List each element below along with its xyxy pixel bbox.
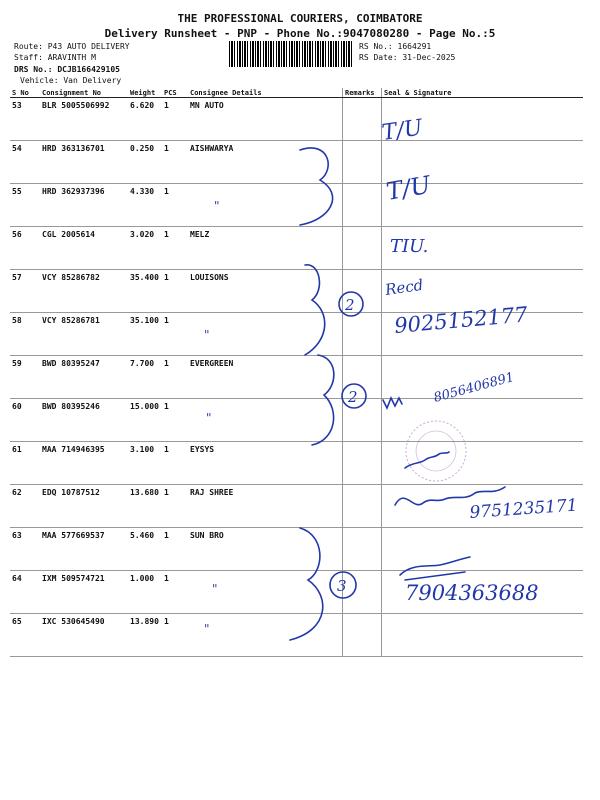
sno-cell: 55 [10, 184, 40, 227]
weight-cell: 6.620 [128, 98, 162, 141]
route-label: Route: P43 AUTO DELIVERY [14, 42, 130, 51]
col-weight: Weight [128, 88, 162, 98]
seal-stamp [406, 421, 466, 481]
pcs-cell: 1 [162, 141, 188, 184]
weight-cell: 5.460 [128, 528, 162, 571]
weight-cell: 7.700 [128, 356, 162, 399]
sno-cell: 58 [10, 313, 40, 356]
seal-stamp-inner [416, 431, 456, 471]
bracket-mark [312, 355, 334, 445]
pcs-cell: 1 [162, 399, 188, 442]
phone-row-58: 9025152177 [393, 302, 529, 338]
consignee-cell: RAJ SHREE [188, 485, 343, 528]
rs-date: RS Date: 31-Dec-2025 [359, 53, 456, 62]
consignment-cell: BLR 5005506992 [40, 98, 128, 141]
weight-cell: 3.020 [128, 227, 162, 270]
consignee-cell: AISHWARYA [188, 141, 343, 184]
rs-number: RS No.: 1664291 [359, 42, 432, 51]
weight-cell: 4.330 [128, 184, 162, 227]
signature-row-61 [405, 452, 449, 468]
weight-cell: 35.100 [128, 313, 162, 356]
consignment-cell: EDQ 10787512 [40, 485, 128, 528]
pcs-cell: 1 [162, 614, 188, 657]
bracket-mark [300, 148, 333, 225]
col-pcs: PCS [162, 88, 188, 98]
consignee-cell: MN AUTO [188, 98, 343, 141]
drs-label: DRS No.: DCJB166429105 [14, 65, 120, 74]
pcs-cell: 1 [162, 98, 188, 141]
signature-row-57: Recd [384, 275, 425, 299]
signature-row-64 [400, 557, 470, 580]
vehicle-label: Vehicle: Van Delivery [20, 76, 122, 85]
col-consignee: Consignee Details [188, 88, 343, 98]
consignment-cell: CGL 2005614 [40, 227, 128, 270]
signature-row-60 [383, 398, 402, 408]
pcs-cell: 1 [162, 184, 188, 227]
sno-cell: 56 [10, 227, 40, 270]
weight-cell: 1.000 [128, 571, 162, 614]
phone-row-60: 8056406891 [432, 369, 516, 406]
phone-row-64: 7904363688 [405, 581, 539, 605]
consignee-cell: MELZ [188, 227, 343, 270]
col-consignment: Consignment No [40, 88, 128, 98]
col-remarks: Remarks [343, 88, 382, 98]
runsheet-subtitle: Delivery Runsheet - PNP - Phone No.:9047080280 - Page No.:5 [104, 27, 496, 40]
signature-row-55: T/U [384, 170, 433, 206]
consignment-cell: BWD 80395247 [40, 356, 128, 399]
sno-cell: 61 [10, 442, 40, 485]
col-signature: Seal & Signature [382, 88, 584, 98]
consignment-cell: MAA 577669537 [40, 528, 128, 571]
consignment-cell: HRD 362937396 [40, 184, 128, 227]
weight-cell: 13.890 [128, 614, 162, 657]
sno-cell: 60 [10, 399, 40, 442]
count-2: 2 [348, 388, 358, 406]
weight-cell: 35.400 [128, 270, 162, 313]
ditto-mark: " [204, 622, 210, 636]
pcs-cell: 1 [162, 571, 188, 614]
pcs-cell: 1 [162, 227, 188, 270]
consignment-cell: VCY 85286782 [40, 270, 128, 313]
weight-cell: 13.680 [128, 485, 162, 528]
ditto-mark: " [214, 199, 220, 213]
sno-cell: 62 [10, 485, 40, 528]
pcs-cell: 1 [162, 356, 188, 399]
consignee-cell: EYSYS [188, 442, 343, 485]
weight-cell: 0.250 [128, 141, 162, 184]
consignee-cell: EVERGREEN [188, 356, 343, 399]
pcs-cell: 1 [162, 442, 188, 485]
pcs-cell: 1 [162, 528, 188, 571]
sno-cell: 53 [10, 98, 40, 141]
sno-cell: 63 [10, 528, 40, 571]
pcs-cell: 1 [162, 270, 188, 313]
consignment-cell: VCY 85286781 [40, 313, 128, 356]
consignment-cell: IXM 509574721 [40, 571, 128, 614]
sno-cell: 65 [10, 614, 40, 657]
pcs-cell: 1 [162, 485, 188, 528]
bracket-mark [290, 528, 323, 640]
signature-row-53: T/U [380, 115, 425, 146]
sno-cell: 59 [10, 356, 40, 399]
sno-cell: 54 [10, 141, 40, 184]
weight-cell: 15.000 [128, 399, 162, 442]
sno-cell: 64 [10, 571, 40, 614]
phone-row-63: 9751235171 [468, 495, 579, 523]
consignee-cell: LOUISONS [188, 270, 343, 313]
sno-cell: 57 [10, 270, 40, 313]
consignment-cell: MAA 714946395 [40, 442, 128, 485]
col-sno: S No [10, 88, 40, 98]
consignee-cell: SUN BRO [188, 528, 343, 571]
pcs-cell: 1 [162, 313, 188, 356]
count-3: 3 [337, 577, 347, 595]
consignment-cell: BWD 80395246 [40, 399, 128, 442]
signature-row-56: TIU. [390, 236, 429, 257]
weight-cell: 3.100 [128, 442, 162, 485]
bracket-mark [305, 265, 325, 355]
staff-label: Staff: ARAVINTH M [14, 53, 96, 62]
consignment-cell: HRD 363136701 [40, 141, 128, 184]
ditto-mark: " [212, 582, 218, 596]
consignment-cell: IXC 530645490 [40, 614, 128, 657]
company-title: THE PROFESSIONAL COURIERS, COIMBATORE [177, 12, 423, 25]
ditto-mark: " [204, 328, 210, 342]
ditto-mark: " [206, 411, 212, 425]
count-2: 2 [345, 296, 355, 314]
